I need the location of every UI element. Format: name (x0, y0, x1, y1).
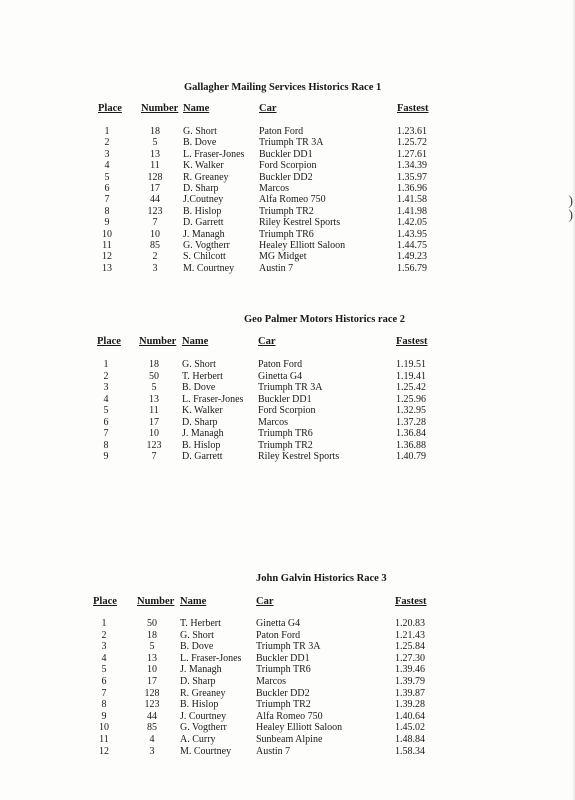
driver-name-cell: B. Dove (182, 382, 216, 393)
number-cell: 18 (150, 126, 160, 137)
place-cell: 13 (102, 262, 112, 274)
car-header: Car (258, 336, 276, 347)
number-cell: 44 (147, 710, 157, 722)
number-cell: 10 (147, 664, 157, 676)
fastest-lap-cell: 1.19.51 (396, 359, 426, 370)
place-cell: 10 (99, 722, 109, 734)
results-table (0, 126, 575, 274)
race-title: Gallagher Mailing Services Historics Race 1 (184, 82, 382, 93)
car-header: Car (259, 103, 277, 114)
place-cell: 5 (104, 171, 110, 183)
fastest-lap-cell: 1.39.79 (395, 675, 425, 687)
number-cell: 4 (149, 733, 155, 745)
place-cell: 8 (104, 205, 110, 217)
place-header: Place (97, 336, 121, 347)
table-row (0, 440, 575, 452)
table-row (0, 722, 575, 734)
table-row (0, 688, 575, 700)
table-row (0, 371, 575, 383)
driver-name-cell: D. Garrett (182, 451, 223, 462)
place-cell: 2 (101, 629, 107, 641)
place-cell: 3 (103, 382, 109, 393)
car-cell: Ginetta G4 (258, 370, 303, 382)
car-cell: Triumph TR2 (258, 439, 313, 451)
car-cell: Buckler DD1 (258, 393, 312, 405)
table-row (0, 263, 575, 274)
fastest-header: Fastest (396, 336, 428, 347)
number-cell: 7 (152, 217, 158, 229)
place-cell: 6 (101, 675, 107, 687)
number-cell: 50 (147, 618, 157, 629)
place-cell: 7 (103, 428, 109, 439)
number-cell: 2 (152, 251, 158, 263)
fastest-lap-cell: 1.35.97 (397, 171, 427, 183)
number-cell: 123 (147, 205, 163, 217)
number-cell: 10 (150, 228, 160, 240)
fastest-lap-cell: 1.25.72 (397, 137, 427, 149)
car-cell: Austin 7 (256, 745, 291, 757)
place-cell: 5 (101, 664, 107, 676)
place-header: Place (93, 596, 117, 607)
car-cell: Triumph TR2 (256, 699, 311, 711)
table-row (0, 641, 575, 653)
car-cell: Marcos (259, 182, 289, 194)
fastest-lap-cell: 1.40.79 (396, 451, 426, 462)
car-cell: Triumph TR 3A (259, 137, 324, 149)
car-cell: Healey Elliott Saloon (256, 722, 343, 734)
driver-name-cell: M. Courtney (180, 745, 232, 757)
driver-name-cell: J. Managh (183, 228, 225, 240)
place-cell: 9 (103, 451, 109, 462)
table-row (0, 160, 575, 171)
table-row (0, 394, 575, 406)
place-cell: 6 (104, 182, 110, 194)
fastest-lap-cell: 1.36.96 (397, 182, 427, 194)
fastest-lap-cell: 1.36.88 (396, 439, 426, 451)
fastest-lap-cell: 1.21.43 (395, 629, 425, 641)
car-cell: Triumph TR 3A (258, 382, 323, 393)
car-cell: Alfa Romeo 750 (259, 194, 326, 206)
race-title: Geo Palmer Motors Historics race 2 (244, 314, 406, 325)
car-cell: Triumph TR 3A (256, 641, 321, 653)
place-cell: 1 (103, 359, 109, 370)
results-table (0, 359, 575, 463)
number-cell: 18 (147, 629, 157, 641)
number-cell: 3 (149, 745, 155, 757)
number-cell: 11 (149, 405, 159, 416)
driver-name-cell: M. Courtney (183, 262, 235, 274)
place-cell: 4 (104, 160, 110, 172)
number-cell: 17 (150, 182, 160, 194)
fastest-lap-cell: 1.58.34 (395, 745, 425, 757)
number-cell: 44 (150, 194, 160, 206)
fastest-lap-cell: 1.39.28 (395, 699, 425, 711)
fastest-lap-cell: 1.19.41 (396, 370, 426, 382)
driver-name-cell: G. Short (182, 359, 216, 370)
driver-name-cell: K. Walker (183, 160, 224, 172)
name-header: Name (183, 103, 210, 114)
driver-name-cell: T. Herbert (182, 370, 223, 382)
car-cell: Buckler DD1 (256, 652, 310, 664)
table-row (0, 126, 575, 137)
fastest-lap-cell: 1.44.75 (397, 239, 427, 251)
number-cell: 128 (147, 171, 163, 183)
number-cell: 13 (147, 652, 157, 664)
place-cell: 2 (103, 370, 109, 382)
table-row (0, 417, 575, 429)
table-row (0, 746, 575, 758)
driver-name-cell: G. Short (180, 629, 214, 641)
fastest-lap-cell: 1.37.28 (396, 416, 426, 428)
number-cell: 85 (147, 722, 157, 734)
fastest-lap-cell: 1.34.39 (397, 160, 427, 172)
driver-name-cell: B. Dove (183, 137, 217, 149)
table-row (0, 240, 575, 251)
number-cell: 5 (152, 137, 158, 149)
fastest-lap-cell: 1.39.46 (395, 664, 425, 676)
table-row (0, 137, 575, 148)
fastest-lap-cell: 1.41.98 (397, 205, 427, 217)
fastest-lap-cell: 1.39.87 (395, 687, 425, 699)
place-cell: 7 (104, 194, 110, 206)
table-row (0, 630, 575, 642)
place-cell: 1 (101, 618, 107, 629)
car-cell: Austin 7 (259, 262, 294, 274)
number-cell: 18 (149, 359, 159, 370)
driver-name-cell: G. Vogtherr (180, 722, 227, 734)
driver-name-cell: D. Sharp (182, 416, 218, 428)
driver-name-cell: A. Curry (180, 733, 216, 745)
car-cell: Triumph TR6 (258, 428, 313, 439)
table-row (0, 699, 575, 711)
number-cell: 10 (149, 428, 159, 439)
driver-name-cell: J. Courtney (180, 710, 227, 722)
place-cell: 4 (103, 393, 109, 405)
number-cell: 123 (144, 699, 160, 711)
car-cell: Ford Scorpion (258, 405, 316, 416)
number-cell: 5 (151, 382, 157, 393)
table-row (0, 229, 575, 240)
table-row (0, 183, 575, 194)
driver-name-cell: G. Vogtherr (183, 239, 230, 251)
fastest-lap-cell: 1.43.95 (397, 228, 427, 240)
car-cell: Paton Ford (259, 126, 304, 137)
table-row (0, 664, 575, 676)
place-cell: 12 (99, 745, 109, 757)
fastest-lap-cell: 1.25.84 (395, 641, 425, 653)
driver-name-cell: G. Short (183, 126, 217, 137)
place-cell: 5 (103, 405, 109, 416)
car-cell: Triumph TR6 (256, 664, 311, 676)
place-cell: 8 (101, 699, 107, 711)
driver-name-cell: L. Fraser-Jones (182, 393, 244, 405)
fastest-lap-cell: 1.48.84 (395, 733, 425, 745)
driver-name-cell: B. Hislop (183, 205, 222, 217)
fastest-header: Fastest (397, 103, 429, 114)
table-row (0, 382, 575, 394)
driver-name-cell: R. Greaney (183, 171, 229, 183)
table-row (0, 206, 575, 217)
car-cell: Buckler DD1 (259, 148, 313, 160)
place-cell: 9 (104, 217, 110, 229)
place-cell: 4 (101, 652, 107, 664)
fastest-lap-cell: 1.41.58 (397, 194, 427, 206)
place-cell: 3 (104, 148, 110, 160)
name-header: Name (182, 336, 209, 347)
fastest-lap-cell: 1.56.79 (397, 262, 427, 274)
car-cell: Ginetta G4 (256, 618, 301, 629)
driver-name-cell: J.Coutney (183, 194, 224, 206)
table-row (0, 653, 575, 665)
table-row (0, 359, 575, 371)
place-cell: 1 (104, 126, 110, 137)
place-cell: 11 (102, 239, 112, 251)
place-cell: 3 (101, 641, 107, 653)
car-cell: Riley Kestrel Sports (258, 451, 340, 462)
margin-marks: ) ) (568, 194, 573, 223)
place-cell: 2 (104, 137, 110, 149)
fastest-lap-cell: 1.45.02 (395, 722, 425, 734)
fastest-lap-cell: 1.32.95 (396, 405, 426, 416)
fastest-lap-cell: 1.49.23 (397, 251, 427, 263)
driver-name-cell: D. Garrett (183, 217, 224, 229)
number-cell: 5 (149, 641, 155, 653)
fastest-lap-cell: 1.36.84 (396, 428, 426, 439)
fastest-lap-cell: 1.27.61 (397, 148, 427, 160)
number-cell: 123 (146, 439, 162, 451)
driver-name-cell: L. Fraser-Jones (180, 652, 242, 664)
car-cell: Paton Ford (256, 629, 301, 641)
table-row (0, 194, 575, 205)
table-row (0, 217, 575, 228)
fastest-lap-cell: 1.27.30 (395, 652, 425, 664)
car-cell: Marcos (256, 675, 286, 687)
number-cell: 13 (149, 393, 159, 405)
car-header: Car (256, 596, 274, 607)
car-cell: Paton Ford (258, 359, 303, 370)
place-cell: 10 (102, 228, 112, 240)
table-row (0, 451, 575, 463)
driver-name-cell: B. Dove (180, 641, 214, 653)
place-cell: 12 (102, 251, 112, 263)
number-cell: 128 (144, 687, 160, 699)
place-header: Place (98, 103, 122, 114)
table-row (0, 734, 575, 746)
place-cell: 11 (99, 733, 109, 745)
fastest-lap-cell: 1.20.83 (395, 618, 425, 629)
car-cell: Triumph TR2 (259, 205, 314, 217)
driver-name-cell: D. Sharp (180, 675, 216, 687)
table-row (0, 405, 575, 417)
number-cell: 17 (147, 675, 157, 687)
number-cell: 7 (151, 451, 157, 462)
driver-name-cell: B. Hislop (182, 439, 221, 451)
driver-name-cell: J. Managh (182, 428, 224, 439)
table-row (0, 676, 575, 688)
car-cell: Riley Kestrel Sports (259, 217, 341, 229)
car-cell: Buckler DD2 (259, 171, 313, 183)
car-cell: Triumph TR6 (259, 228, 314, 240)
number-cell: 85 (150, 239, 160, 251)
number-header: Number (139, 336, 177, 347)
place-cell: 7 (101, 687, 107, 699)
car-cell: Ford Scorpion (259, 160, 317, 172)
driver-name-cell: S. Chilcott (183, 251, 226, 263)
table-row (0, 149, 575, 160)
car-cell: Marcos (258, 416, 288, 428)
car-cell: MG Midget (259, 251, 307, 263)
car-cell: Buckler DD2 (256, 687, 310, 699)
place-cell: 9 (101, 710, 107, 722)
fastest-lap-cell: 1.25.96 (396, 393, 426, 405)
table-row (0, 172, 575, 183)
car-cell: Alfa Romeo 750 (256, 710, 323, 722)
driver-name-cell: B. Hislop (180, 699, 219, 711)
number-cell: 11 (150, 160, 160, 172)
number-cell: 13 (150, 148, 160, 160)
number-cell: 3 (152, 262, 158, 274)
driver-name-cell: L. Fraser-Jones (183, 148, 245, 160)
driver-name-cell: D. Sharp (183, 182, 219, 194)
driver-name-cell: T. Herbert (180, 618, 221, 629)
fastest-lap-cell: 1.42.05 (397, 217, 427, 229)
driver-name-cell: R. Greaney (180, 687, 226, 699)
fastest-lap-cell: 1.23.61 (397, 126, 427, 137)
car-cell: Sunbeam Alpine (256, 733, 323, 745)
car-cell: Healey Elliott Saloon (259, 239, 346, 251)
number-cell: 17 (149, 416, 159, 428)
fastest-lap-cell: 1.40.64 (395, 710, 425, 722)
race-title: John Galvin Historics Race 3 (256, 573, 387, 584)
results-table (0, 618, 575, 757)
driver-name-cell: J. Managh (180, 664, 222, 676)
table-row (0, 711, 575, 723)
number-header: Number (141, 103, 179, 114)
name-header: Name (180, 596, 207, 607)
place-cell: 8 (103, 439, 109, 451)
number-cell: 50 (149, 370, 159, 382)
number-header: Number (137, 596, 175, 607)
table-row (0, 428, 575, 440)
place-cell: 6 (103, 416, 109, 428)
table-row (0, 618, 575, 630)
table-row (0, 251, 575, 262)
fastest-header: Fastest (395, 596, 427, 607)
driver-name-cell: K. Walker (182, 405, 223, 416)
fastest-lap-cell: 1.25.42 (396, 382, 426, 393)
